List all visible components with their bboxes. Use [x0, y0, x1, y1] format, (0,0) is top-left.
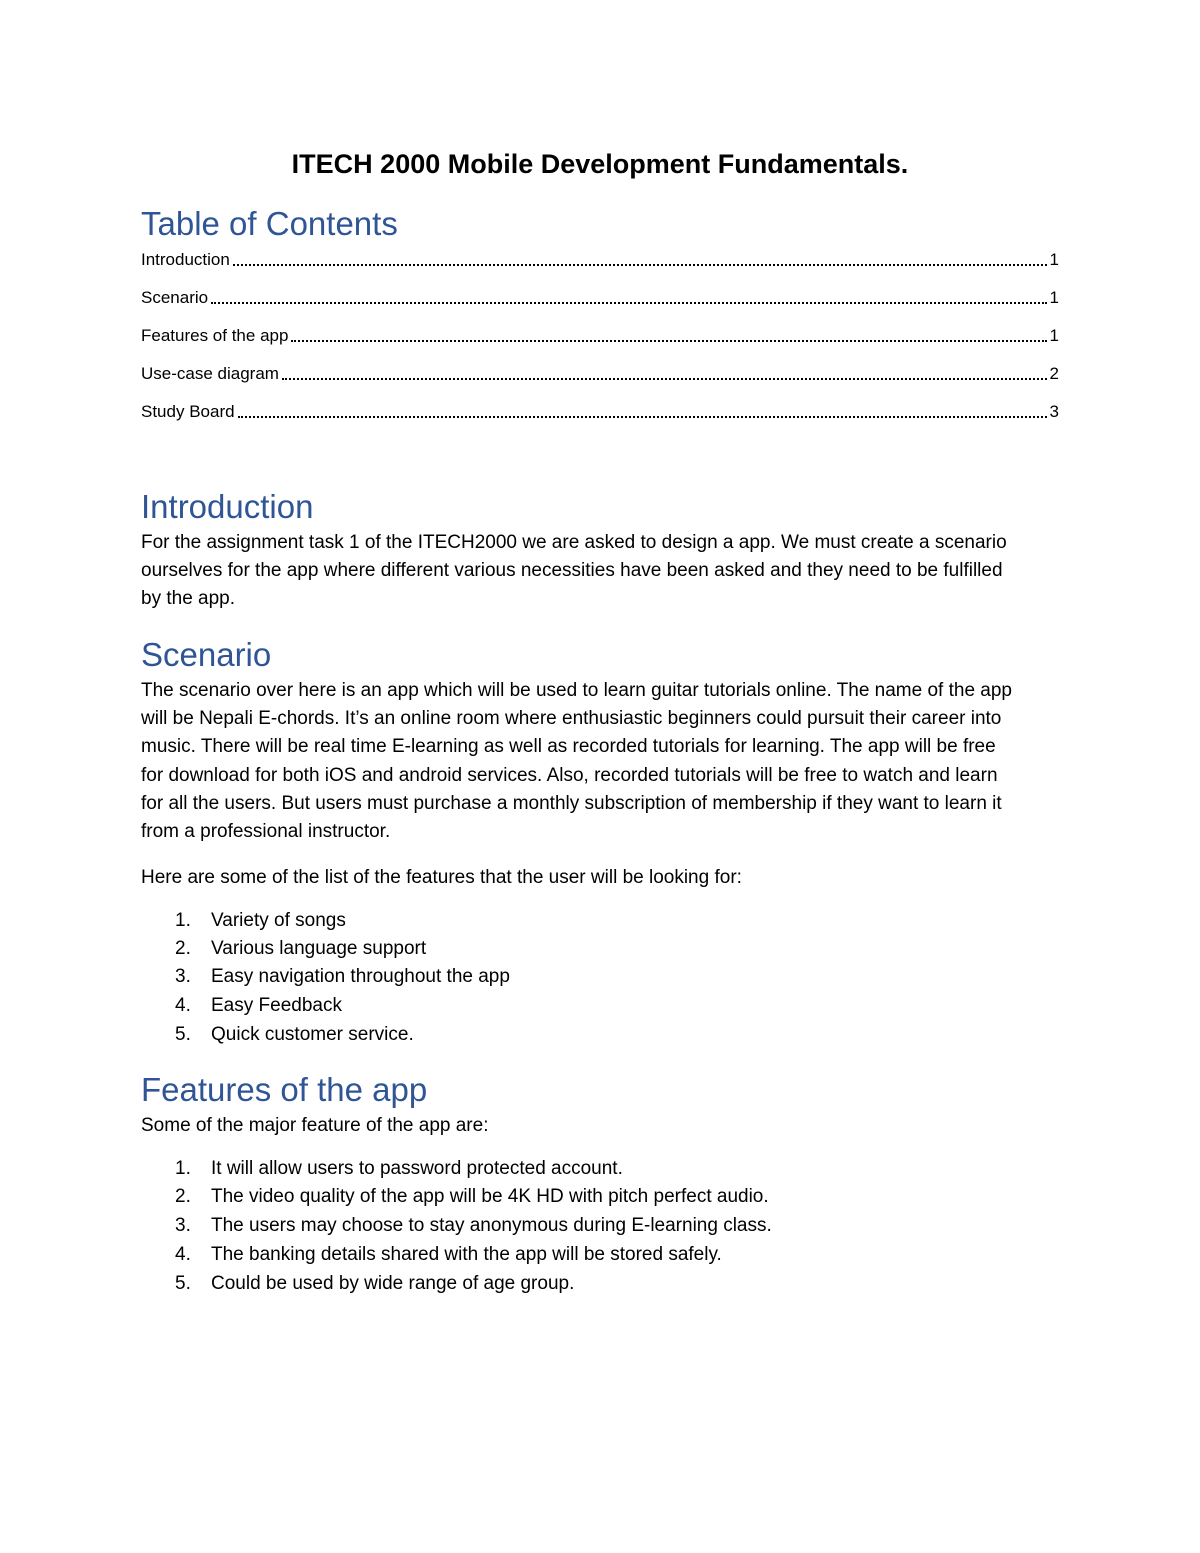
- features-heading: Features of the app: [141, 1071, 428, 1108]
- list-item: [141, 963, 1059, 991]
- paragraph-line: For the assignment task 1 of the ITECH2000 we are asked to design a app. We must create a scenario: [141, 532, 1007, 553]
- list-item-number: 2.: [175, 938, 191, 959]
- paragraph-line: The scenario over here is an app which will be used to learn guitar tutorials online. The name of the app: [141, 680, 1012, 701]
- toc-entry-introduction[interactable]: [141, 248, 1059, 272]
- introduction-paragraph: [141, 529, 1059, 614]
- list-item: [141, 907, 1059, 935]
- toc-entry-features[interactable]: [141, 324, 1059, 348]
- list-item: [141, 1212, 1059, 1240]
- toc-entry-use-case-diagram[interactable]: [141, 362, 1059, 386]
- document-page: [141, 0, 1059, 1553]
- list-item: [141, 1241, 1059, 1269]
- toc-dot-leader: [233, 264, 1047, 266]
- list-item-number: 4.: [175, 995, 191, 1016]
- scenario-list-intro: Here are some of the list of the features that the user will be looking for:: [141, 867, 742, 888]
- toc-entry-page: 2: [1049, 364, 1059, 383]
- toc-dot-leader: [211, 302, 1046, 304]
- toc-entry-label: Use-case diagram: [141, 364, 279, 383]
- scenario-heading: Scenario: [141, 636, 272, 673]
- toc-entry-label: Features of the app: [141, 326, 289, 345]
- paragraph-line: by the app.: [141, 588, 236, 610]
- toc-entry-page: 1: [1049, 326, 1059, 345]
- list-item-text: Could be used by wide range of age group.: [211, 1273, 575, 1294]
- paragraph-line: ourselves for the app where different various necessities have been asked and they need to be fulfilled: [141, 560, 1003, 582]
- toc-entry-study-board[interactable]: [141, 400, 1059, 424]
- toc-entry-page: 1: [1049, 250, 1059, 269]
- list-item-number: 4.: [175, 1244, 191, 1265]
- toc-dot-leader: [282, 378, 1047, 380]
- list-item: [141, 1021, 1059, 1049]
- features-intro: Some of the major feature of the app are:: [141, 1115, 489, 1136]
- paragraph-line: will be Nepali E-chords. It’s an online room where enthusiastic beginners could pursuit their career into: [141, 708, 1002, 730]
- introduction-heading: Introduction: [141, 488, 314, 525]
- list-item-text: The users may choose to stay anonymous during E-learning class.: [211, 1215, 772, 1236]
- list-item-text: Variety of songs: [211, 910, 346, 931]
- toc-dot-leader: [291, 340, 1046, 342]
- toc-entry-page: 1: [1049, 288, 1059, 307]
- paragraph-line: for download for both iOS and android services. Also, recorded tutorials will be free to watch and learn: [141, 764, 998, 786]
- paragraph-line: for all the users. But users must purchase a monthly subscription of membership if they want to learn it: [141, 792, 1002, 814]
- list-item: [141, 1155, 1059, 1183]
- list-item-text: Various language support: [211, 938, 427, 959]
- toc-entry-label: Introduction: [141, 250, 230, 269]
- list-item: [141, 992, 1059, 1020]
- toc-entry-label: Scenario: [141, 288, 209, 307]
- toc-dot-leader: [238, 416, 1047, 418]
- list-item-number: 1.: [175, 1158, 191, 1179]
- list-item-text: Quick customer service.: [211, 1024, 414, 1045]
- toc-entry-label: Study Board: [141, 402, 235, 421]
- list-item: [141, 935, 1059, 963]
- list-item-number: 2.: [175, 1186, 191, 1207]
- list-item-text: Easy Feedback: [211, 995, 342, 1016]
- paragraph-line: from a professional instructor.: [141, 821, 391, 843]
- list-item-number: 3.: [175, 966, 191, 987]
- document-title: ITECH 2000 Mobile Development Fundamentals.: [291, 149, 909, 179]
- list-item-text: The video quality of the app will be 4K HD with pitch perfect audio.: [211, 1186, 769, 1207]
- list-item-number: 5.: [175, 1273, 191, 1294]
- scenario-paragraph: [141, 677, 1059, 846]
- list-item-number: 5.: [175, 1024, 191, 1045]
- list-item-text: It will allow users to password protected account.: [211, 1158, 623, 1179]
- paragraph-line: music. There will be real time E-learning as well as recorded tutorials for learning. The app will be free: [141, 736, 996, 758]
- list-item-number: 3.: [175, 1215, 191, 1236]
- list-item-number: 1.: [175, 910, 191, 931]
- list-item-text: The banking details shared with the app will be stored safely.: [211, 1244, 722, 1265]
- list-item: [141, 1183, 1059, 1211]
- toc-entry-scenario[interactable]: [141, 286, 1059, 310]
- toc-heading: Table of Contents: [141, 205, 398, 242]
- toc-entry-page: 3: [1049, 402, 1059, 421]
- list-item: [141, 1270, 1059, 1298]
- list-item-text: Easy navigation throughout the app: [211, 966, 510, 987]
